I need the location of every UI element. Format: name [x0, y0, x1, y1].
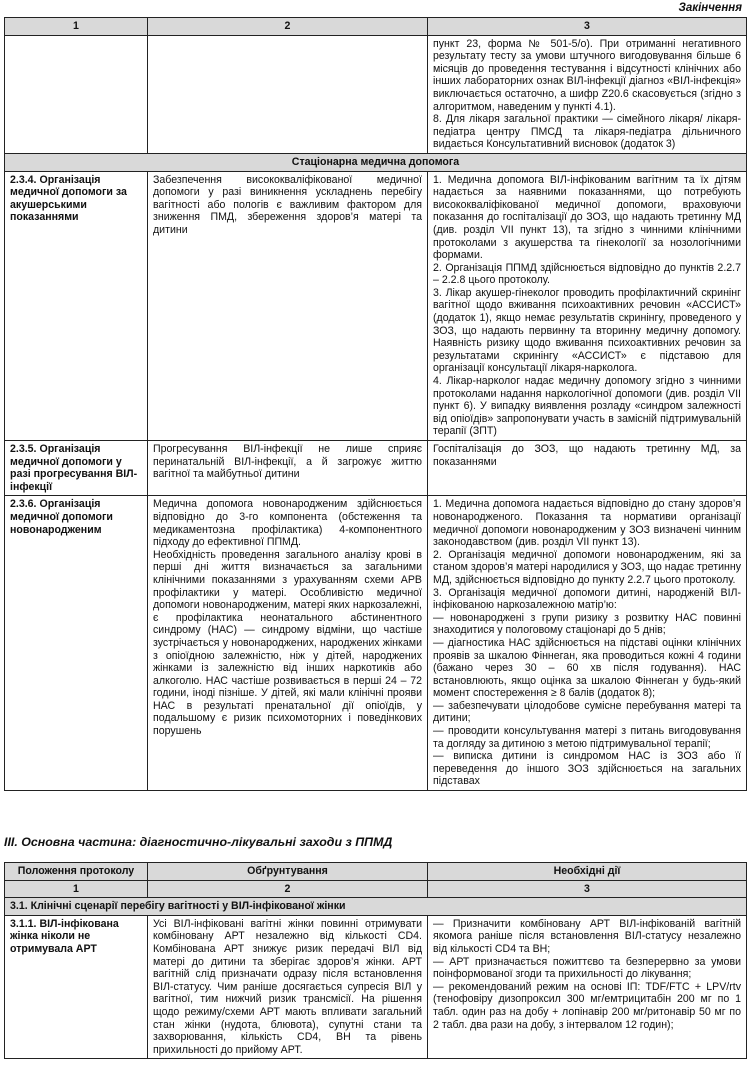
table-row — [5, 441, 747, 496]
required-actions: — Призначити комбіновану АРТ ВІЛ-інфікованій вагітній якомога раніше після встановлення ВІЛ-статусу незалежно від кількості CD4 та ВН; — АРТ призначається пожиттєво та безперервно за умови поінформованої згоди та прихильності до лікування; — рекомендований режим на основі ІП: TDF/FTC + LPV/rtv (тенофовіру дизопроксил 300 мг/емтрицитабін 200 мг по 1 табл. один раз на добу + лопінавір 200 мг/ритонавір 50 мг по 2 табл. два рази на добу, з інтервалом 12 годин); — [428, 915, 747, 1059]
paragraph: 8. Для лікаря загальної практики — сімейного лікаря/ лікаря-педіатра центру ПМСД та лікаря-педіатра дільничного видається Консультативний висновок (додаток 3) — [433, 113, 741, 151]
header-protocol: Положення протоколу — [5, 863, 148, 881]
paragraph: пункт 23, форма № 501-5/о). При отриманні негативного результату тесту за умови штучного вигодовування більше 6 місяців до проведення тестування і відсутності клінічних або інших лабораторних ознак ВІЛ-інфекції діагноз «ВІЛ-інфекція» виключається остаточно, а шифр Z20.6 скасовується (згідно з алгоритмом, наведеним у пункті 4.1). — [433, 37, 741, 113]
section-heading: III. Основна частина: діагностично-лікувальні заходи з ППМД — [4, 835, 393, 849]
protocol-item: 2.3.5. Організація медичної допомоги у разі прогресування ВІЛ-інфекції — [5, 441, 148, 496]
required-actions: Госпіталізація до ЗОЗ, що надають третинну МД, за показаннями — [428, 441, 747, 496]
protocol-table-part2 — [4, 17, 747, 791]
col-number-2: 2 — [148, 880, 428, 898]
subsection-row — [5, 898, 747, 916]
section-row — [5, 153, 747, 171]
header-rationale: Обґрунтування — [148, 863, 428, 881]
column-numbers-row — [5, 880, 747, 898]
header-row — [5, 863, 747, 881]
table-row — [5, 35, 747, 153]
rationale: Прогресування ВІЛ-інфекції не лише сприяє перинатальній ВІЛ-інфекції, а й загрожує життю вагітної та майбутньої дитини — [148, 441, 428, 496]
required-actions: 1. Медична допомога ВІЛ-інфікованим вагітним та їх дітям надається за наявними показаннями, що потребують висококваліфікованої медичної допомоги, враховуючи показання до госпіталізації до ЗОЗ, що надають третинну МД (див. розділ VII пункт 13), та згідно з чинними клінічними протоколами з акушерства та гінекології за нозологічними формами. 2. Організація ППМД здійснюється відповідно до пунктів 2.2.7 – 2.2.8 цього протоколу. 3. Лікар акушер-гінеколог проводить профілактичний скринінг вагітної щодо вживання психоактивних речовин «АССИСТ» (додаток 1), якщо немає результатів скринінгу, проведеного у ЗОЗ, що надають первинну та вторинну медичну допомогу. Наявність ризику щодо вживання психоактивних речовин за результатами скринінгу «АССИСТ» є підставою для організації консультації лікаря-нарколога. 4. Лікар-нарколог надає медичну допомогу згідно з чинними протоколами надання наркологічної допомоги (див. розділ VII пункт 6). У випадку виявлення розладу «синдром залежності від опіоїдів» запропонувати участь в замісній підтримувальній терапії (ЗПТ) — [428, 171, 747, 440]
col-number-3: 3 — [428, 880, 747, 898]
continued-label: Закінчення — [678, 2, 742, 14]
header-actions: Необхідні дії — [428, 863, 747, 881]
protocol-item: 2.3.4. Організація медичної допомоги за акушерськими показаннями — [5, 171, 148, 440]
rationale: Усі ВІЛ-інфіковані вагітні жінки повинні отримувати комбіновану АРТ незалежно від кількості CD4. Комбінована АРТ знижує ризик передачі ВІЛ від матері до дитини та зберігає здоров’я жінки. АРТ вагітній слід призначати одразу після встановлення ВІЛ-статусу. Чим раніше досягається супресія ВІЛ у вагітної, тим нижчий ризик трансмісії. На рішення щодо режиму/схеми АРТ мають впливати загальний стан жінки (нудота, блювота), супутні стани та захворювання, кількість CD4, ВН та рівень прихильності до прийому АРТ. — [148, 915, 428, 1059]
rationale: Забезпечення висококваліфікованої медичної допомоги у разі виникнення ускладнень перебігу вагітності або пологів є важливим фактором для зниження ПМД, збереження здоров’я матері та дитини — [148, 171, 428, 440]
protocol-item: 3.1.1. ВІЛ-інфікована жінка ніколи не отримувала АРТ — [5, 915, 148, 1059]
subsection-title: 3.1. Клінічні сценарії перебігу вагітності у ВІЛ-інфікованої жінки — [5, 898, 747, 916]
protocol-table-part3 — [4, 862, 747, 1059]
top-row-actions — [428, 35, 747, 153]
table-row — [5, 496, 747, 791]
section-title: Стаціонарна медична допомога — [5, 153, 747, 171]
protocol-item: 2.3.6. Організація медичної допомоги новонародженим — [5, 496, 148, 791]
column-numbers-row — [5, 18, 747, 36]
rationale: Медична допомога новонародженим здійснюється відповідно до 3-го компонента (обстеження та медикаментозна профілактика) 4-компонентного підходу до ефективної ППМД. Необхідність проведення загального аналізу крові в перші дні життя визначається за загальними клінічними показаннями з урахуванням схеми АРВ профілактики у матері. Особливістю медичної допомоги новонародженим, матері яких наркозалежні, є профілактика неонатального абстинентного синдрому (НАС) — синдрому відміни, що частіше зустрічається у новонароджених, народжених жінками з опіоїдною залежністю, ніж у дітей, народжених жінками із залежністю від інших наркотиків або алкоголю. НАС частіше розвивається в перші 24 – 72 години, іноді пізніше. У дітей, які мали клінічні прояви НАС в результаті пренатальної дії опіоїдів, у подальшому є ризик психомоторних і поведінкових порушень — [148, 496, 428, 791]
col-number-1: 1 — [5, 18, 148, 36]
table-row — [5, 171, 747, 440]
col-number-2: 2 — [148, 18, 428, 36]
required-actions: 1. Медична допомога надається відповідно до стану здоров’я новонародженого. Показання та нормативи організації медичної допомоги новонародженим у ЗОЗ визначені чинним законодавством (див. розділ VII пункт 13). 2. Організація медичної допомоги новонародженим, які за станом здоров’я матері народилися у ЗОЗ, що надає третинну МД, здійснюється відповідно до пункту 2.2.7 цього протоколу. 3. Організація медичної допомоги дитині, народженій ВІЛ-інфікованою наркозалежною матір’ю: — новонароджені з групи ризику з розвитку НАС повинні знаходитися у пологовому стаціонарі до 5 днів; — діагностика НАС здійснюється на підставі оцінки клінічних проявів за шкалою Фіннеган, яка проводиться кожні 4 години (бажано через 30 – 60 хв після годування). НАС встановлюють, якщо оцінка за шкалою Фіннеган у будь-який момент спостереження ≥ 8 балів (додаток 8); — забезпечувати цілодобове сумісне перебування матері та дитини; — проводити консультування матері з питань вигодовування та догляду за дитиною з метою підтримувальної терапії; — виписка дитини із синдромом НАС із ЗОЗ або її переведення до іншого ЗОЗ здійснюється на загальних підставах — [428, 496, 747, 791]
col-number-3: 3 — [428, 18, 747, 36]
table-row — [5, 915, 747, 1059]
col-number-1: 1 — [5, 880, 148, 898]
